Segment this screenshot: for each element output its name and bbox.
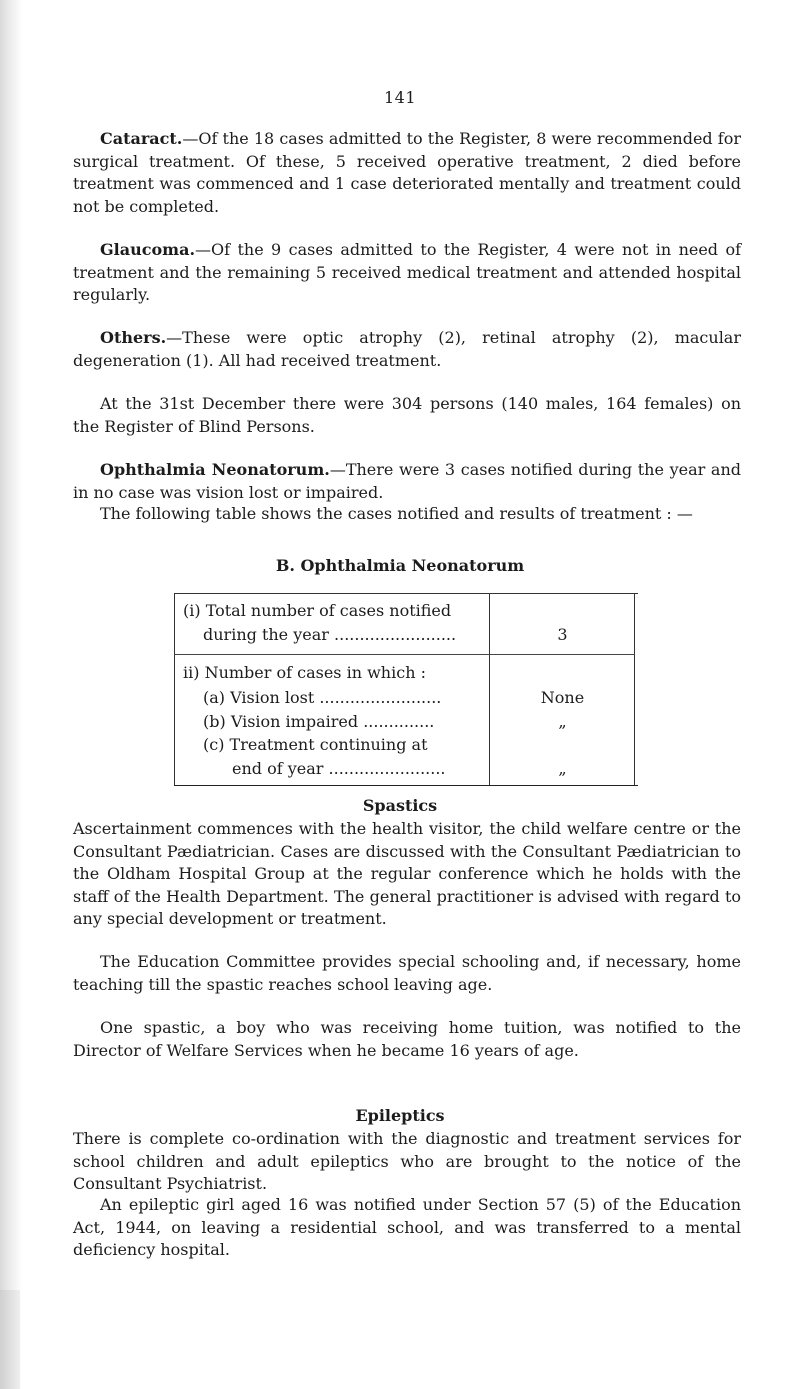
treatment-continuing-value: „	[558, 759, 567, 778]
glaucoma-heading: Glaucoma.	[100, 240, 196, 259]
table-row-divider	[174, 654, 635, 655]
vision-impaired-label: (b) Vision impaired ..............	[203, 712, 435, 731]
vision-impaired-value: „	[558, 712, 567, 731]
ophthalmia-table	[174, 593, 638, 786]
ophthalmia-paragraph	[73, 459, 741, 504]
total-cases-value: 3	[557, 625, 568, 644]
total-cases-label-line2: during the year ........................	[203, 625, 457, 644]
table-title: B. Ophthalmia Neonatorum	[275, 556, 525, 575]
others-heading: Others.	[100, 328, 167, 347]
book-spine-edge	[0, 1290, 20, 1389]
spastics-paragraph-3: One spastic, a boy who was receiving home tuition, was notified to the Director of Welfare Services when he became 16 years of age.	[73, 1018, 741, 1060]
epileptics-paragraph-2: An epileptic girl aged 16 was notified under Section 57 (5) of the Education Act, 1944, on leaving a residential school, and was transferred to a mental deficiency hospital.	[73, 1195, 741, 1260]
register-paragraph: At the 31st December there were 304 persons (140 males, 164 females) on the Register of Blind Persons.	[73, 394, 741, 436]
cataract-heading: Cataract.	[100, 129, 183, 148]
others-text: —These were optic atrophy (2), retinal atrophy (2), macular degeneration (1). All had received treatment.	[73, 328, 741, 370]
glaucoma-paragraph	[73, 239, 741, 307]
spastics-paragraph-1: Ascertainment commences with the health visitor, the child welfare centre or the Consultant Pædiatrician. Cases are discussed with the Consultant Pædiatrician to the Oldham Hospital Group at the regular conference which he holds with the staff of the Health Department. The general practitioner is advised with regard to any special development or treatment.	[73, 819, 741, 929]
epileptics-paragraph-1: There is complete co-ordination with the diagnostic and treatment services for school children and adult epileptics who are brought to the notice of the Consultant Psychiatrist.	[73, 1129, 741, 1194]
epileptics-heading: Epileptics	[355, 1106, 445, 1125]
spastics-heading: Spastics	[362, 796, 438, 815]
vision-lost-label: (a) Vision lost ........................	[203, 688, 442, 707]
table-left-border	[174, 594, 175, 785]
table-intro-paragraph: The following table shows the cases notified and results of treatment : —	[100, 504, 693, 523]
book-spine-shadow	[0, 0, 22, 1389]
treatment-continuing-label-line1: (c) Treatment continuing at	[203, 735, 428, 754]
cases-in-which-label: ii) Number of cases in which :	[183, 663, 426, 682]
ophthalmia-heading: Ophthalmia Neonatorum.	[100, 460, 330, 479]
total-cases-label-line1: (i) Total number of cases notified	[183, 601, 452, 620]
cataract-paragraph	[73, 128, 741, 218]
cataract-text: —Of the 18 cases admitted to the Register, 8 were recommended for surgical treatment. Of these, 5 received operative treatment, 2 died before treatment was commenced and 1 case deteriorated mentally and treatment could not be completed.	[73, 129, 741, 216]
treatment-continuing-label-line2: end of year .......................	[232, 759, 446, 778]
ophthalmia-text: —There were 3 cases notified during the year and in no case was vision lost or impaired.	[73, 460, 742, 502]
page-number: 141	[383, 88, 417, 107]
spastics-paragraph-2: The Education Committee provides special schooling and, if necessary, home teaching till the spastic reaches school leaving age.	[73, 952, 741, 994]
vision-lost-value: None	[540, 688, 585, 707]
others-paragraph	[73, 327, 741, 372]
glaucoma-text: —Of the 9 cases admitted to the Register, 4 were not in need of treatment and the remaining 5 received medical treatment and attended hospital regularly.	[73, 240, 741, 305]
